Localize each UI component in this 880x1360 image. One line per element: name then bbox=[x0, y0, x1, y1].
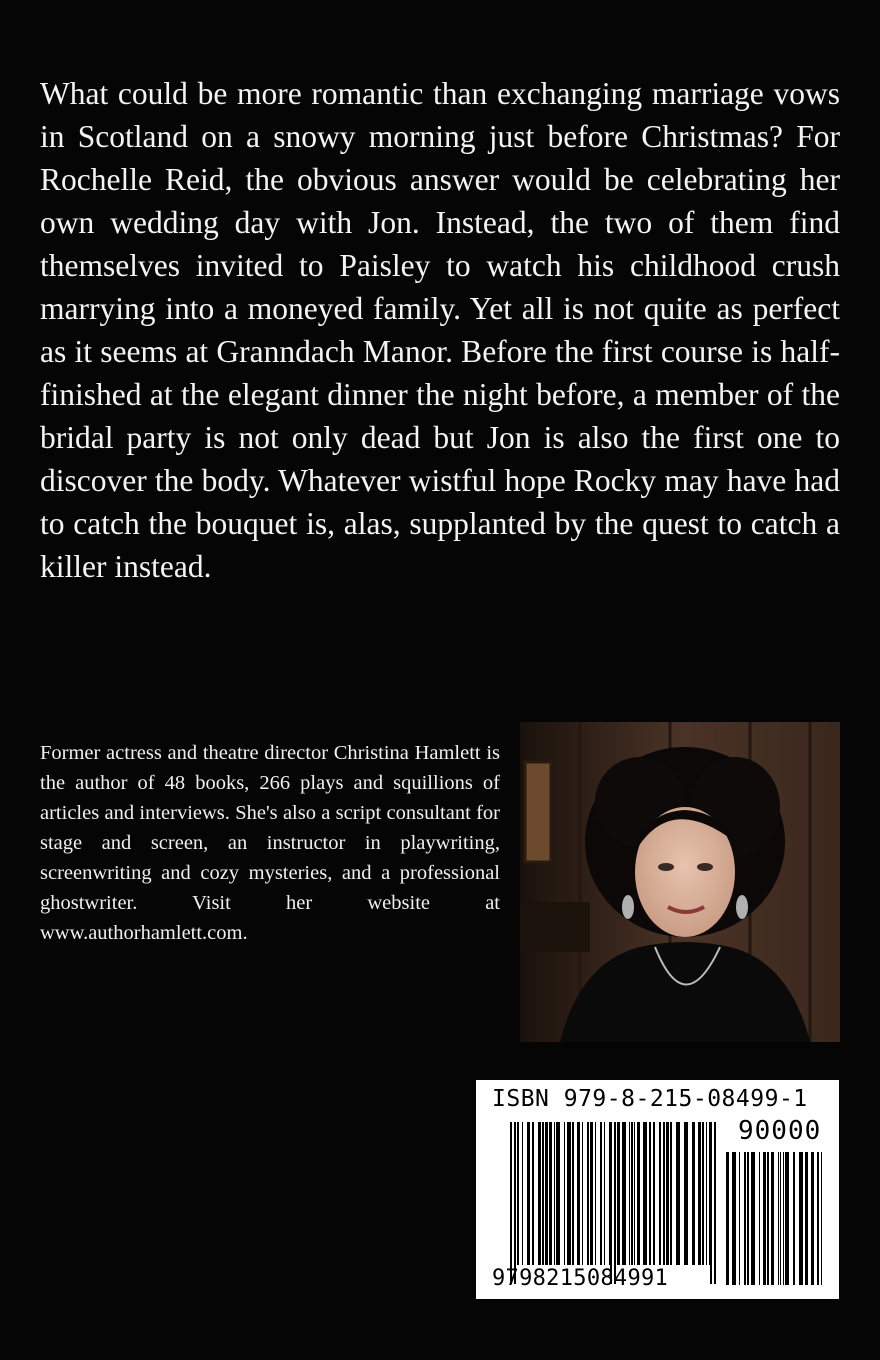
author-photo bbox=[520, 722, 840, 1042]
back-cover-blurb: What could be more romantic than exchanging marriage vows in Scotland on a snowy morning just before Christmas? For Rochelle Reid, the obvious answer would be celebrating her own wedding day with Jon. Instead, the two of them find themselves invited to Paisley to watch his childhood crush marrying into a moneyed family. Yet all is not quite as perfect as it seems at Granndach Manor. Before the first course is half-finished at the elegant dinner the night before, a member of the bridal party is not only dead but Jon is also the first one to discover the body. Whatever wistful hope Rocky may have had to catch the bouquet is, alas, supplanted by the quest to catch a killer instead. bbox=[40, 76, 840, 584]
author-bio: Former actress and theatre director Christina Hamlett is the author of 48 books, 266 plays and squillions of articles and interviews. She's also a script consultant for stage and screen, an instructor in playwriting, screenwriting and cozy mysteries, and a professional ghostwriter. Visit her website at www.authorhamlett.com. bbox=[40, 742, 500, 944]
isbn-label: ISBN 979-8-215-08499-1 bbox=[492, 1086, 808, 1112]
isbn-barcode bbox=[476, 1080, 839, 1299]
isbn-digits: 9798215084991 bbox=[492, 1266, 669, 1291]
price-code: 90000 bbox=[738, 1116, 822, 1146]
